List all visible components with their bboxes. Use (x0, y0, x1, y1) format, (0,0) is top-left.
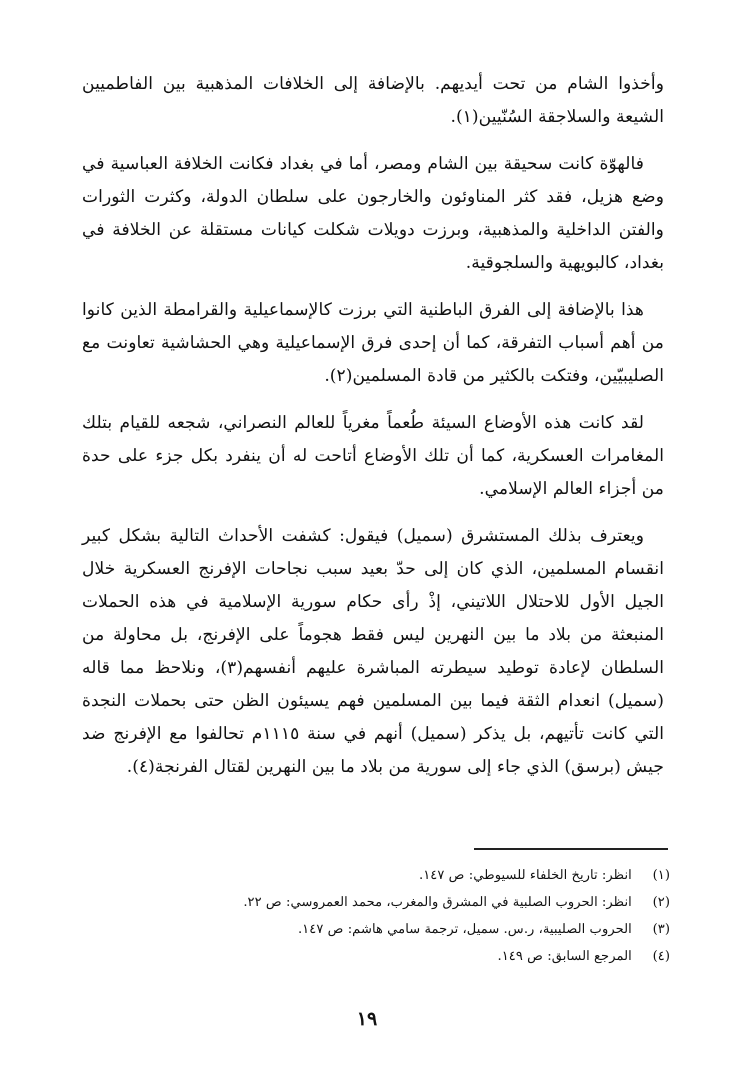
footnote-3 (82, 916, 670, 943)
footnote-4 (82, 943, 670, 970)
paragraph-1: وأخذوا الشام من تحت أيديهم. بالإضافة إلى الخلافات المذهبية بين الفاطميين الشيعة والسلاجقة السُنّيين(١). (82, 74, 664, 127)
page-number: ١٩ (356, 1008, 378, 1030)
paragraph-4: لقد كانت هذه الأوضاع السيئة طُعماً مغرياً للعالم النصراني، شجعه للقيام بتلك المغامرات العسكرية، كما أن تلك الأوضاع أتاحت له أن ينفرد بكل جزء على حدة من أجزاء العالم الإسلامي. (82, 413, 664, 499)
footnote-2 (82, 889, 670, 916)
footnote-number: (٢) (652, 895, 670, 910)
footnote-text: المرجع السابق: ص ١٤٩. (497, 949, 632, 964)
footnotes-list (82, 862, 670, 970)
main-text (82, 68, 664, 798)
paragraph-3: هذا بالإضافة إلى الفرق الباطنية التي برزت كالإسماعيلية والقرامطة الذين كانوا من أهم أسباب التفرقة، كما أن إحدى فرق الإسماعيلية وهي الحشاشية تعاونت مع الصليبيّين، وفتكت بالكثير من قادة المسلمين(٢). (82, 300, 664, 386)
footnote-number: (٣) (652, 922, 670, 937)
paragraph-5: ويعترف بذلك المستشرق (سميل) فيقول: كشفت الأحداث التالية بشكل كبير انقسام المسلمين، الذي كان إلى حدّ بعيد سبب نجاحات الإفرنج العسكرية خلال الجيل الأول للاحتلال اللاتيني، إذْ رأى حكام سورية الإسلامية في هذه الحملات المنبعثة من بلاد ما بين النهرين ليس فقط هجوماً على الإفرنج، بل محاولة من السلطان لإعادة توطيد سيطرته المباشرة عليهم أنفسهم(٣)، ونلاحظ مما قاله (سميل) انعدام الثقة فيما بين المسلمين فهم يسيئون الظن حتى بحملات النجدة التي كانت تأتيهم، بل يذكر (سميل) أنهم في سنة ١١١٥م تحالفوا مع الإفرنج ضد جيش (برسق) الذي جاء إلى سورية من بلاد ما بين النهرين لقتال الفرنجة(٤). (82, 526, 664, 777)
footnote-text: انظر: تاريخ الخلفاء للسيوطي: ص ١٤٧. (419, 868, 632, 883)
footnote-text: انظر: الحروب الصلبية في المشرق والمغرب، محمد العمروسي: ص ٢٢. (243, 895, 632, 910)
footnote-1 (82, 862, 670, 889)
footnote-number: (١) (652, 868, 670, 883)
footnote-text: الحروب الصليبية، ر.س. سميل، ترجمة سامي هاشم: ص ١٤٧. (297, 922, 632, 937)
footnote-number: (٤) (652, 949, 670, 964)
paragraph-2: فالهوّة كانت سحيقة بين الشام ومصر، أما في بغداد فكانت الخلافة العباسية في وضع هزيل، فقد كثر المناوئون والخارجون على سلطان الدولة، وكثرت الثورات والفتن الداخلية والمذهبية، وبرزت دويلات شكلت كيانات مستقلة عن الخلافة في بغداد، كالبويهية والسلجوقية. (82, 154, 664, 273)
footnote-divider (474, 848, 668, 850)
